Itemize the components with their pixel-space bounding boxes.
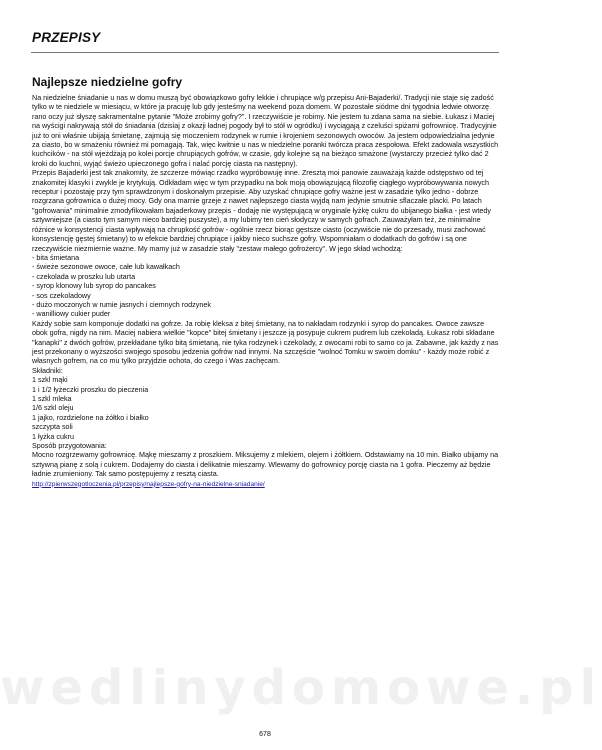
- article-body: [32, 93, 500, 489]
- list-item: - wanilliowy cukier puder: [32, 309, 111, 319]
- source-link[interactable]: http://zpierwszegotloczenia.pl/przepisy/najlepsze-gofry-na-niedzielne-sniadanie/: [32, 480, 265, 488]
- list-item: szczypta soli: [32, 422, 73, 432]
- watermark: wedlinydomowe.pl: [0, 660, 602, 716]
- section-title: PRZEPISY: [32, 30, 101, 45]
- list-item: - dużo moczonych w rumie jasnych i ciemnych rodzynek: [32, 299, 211, 309]
- ingredients-list: [32, 375, 500, 441]
- method-intro-paragraph: Przepis Bajaderki jest tak znakomity, że szczerze mówiąc rzadko wypróbowuję inne. Zresztą moi panowie zauważają każde odstępstwo od tej znakomitej klasyki i zwykle je krytykują. Odkładam więc w tym przypadku na bok moją obowiązującą filozofię ciągłego wypróbowywania nowych receptur i pozostaję przy tym sprawdzonym i doskonałym przepisie. Aby uzyskać chrupiące gofry ważne jest w zasadzie tylko jedno - dobrze rozgrzana gofrownica o dużej mocy. Gdy ona marnie grzeje z nawet najlepszego ciasta wyjdą nam jedynie smutnie sflaczałe placki. Po latach "gofrowania" minimalnie zmodyfikowałam bajaderkowy przepis - dodaję nie występującą w oryginale łyżkę cukru do ubijanego białka - jest wtedy sztywniejsze (a ciasto tym samym nieco bardziej puszyste), a my lubimy ten cień słodyczy w samych gofrach. Zauważyłam też, że minimalne różnice w konsystencji ciasta wpływają na chrupkość gofrów - ogólnie rzecz biorąc gęstsze ciasto (oczywiście nie do przesady, musi zachować konsystencję gęstej śmietany) to w efekcie bardziej chrupiące i jakby nieco suchsze gofry. Wspomniałam o dodatkach do gofrów i są one rzeczywiście niezmiernie ważne. My mamy już w zasadzie stały "zestaw małego gofrożercy". W jego skład wchodzą:: [32, 168, 491, 253]
- toppings-list: [32, 253, 500, 319]
- serving-paragraph: Każdy sobie sam komponuje dodatki na gofrze. Ja robię kleksa z bitej śmietany, na to nakładam rodzynki i syrop do pancakes. Owoce zawsze obok gofra, nigdy na nim. Maciej nabiera wielkie "kopce" bitej śmietany i jeszcze ją posypuje cukrem pudrem lub czekoladą. Łukasz robi składane "kanapki" z dwóch gofrów, przekładane tylko bitą śmietaną, nie tyka rodzynek i czekolady, z owocami robi to samo co ja. Zabawne, jak każdy z nas jest przekonany o wyższości swojego sposobu jedzenia gofrów nad innymi. Na szczęście "wolnoć Tomku w swoim domku" - każdy może robić z własnych gofrem, na co mu tylko przyjdzie ochota, do czego i Was zachęcam.: [32, 318, 499, 366]
- header-divider: [31, 52, 499, 53]
- page-number: 678: [259, 731, 271, 738]
- list-item: - syrop klonowy lub syrop do pancakes: [32, 281, 156, 291]
- list-item: 1 i 1/2 łyżeczki proszku do pieczenia: [32, 384, 149, 394]
- list-item: - sos czekoladowy: [32, 290, 91, 300]
- list-item: 1/6 szkl oleju: [32, 403, 74, 413]
- list-item: 1 szkl mąki: [32, 375, 68, 385]
- intro-paragraph: Na niedzielne śniadanie u nas w domu muszą być obowiązkowo gofry lekkie i chrupiące w/g przepisu Ani-Bajaderki/. Tradycji nie staje się zadość tylko w te niedziele w miesiącu, w które ja pracuję lub gdy jesteśmy na weekend poza domem. W pozostałe siódme dni tygodnia ledwie otworzę rano oczy już słyszę sakramentalne pytanie "Może zrobimy gofry?". I rzeczywiście je robimy. Nie jestem tu zdana sama na siebie. Łukasz i Maciej na wyścigi nakrywają stół do śniadania (dzisiaj z okazji ładnej pogody był to stół w ogródku) i wyciągają z czeluści spiżarni gofrownicę. Tradycyjnie już to oni właśnie ubijają śmietanę, zajmują się moczeniem rodzynek w rumie i krojeniem sezonowych owoców. Ja jestem odpowiedzialna jedynie za ciasto, bo w smażeniu również mi pomagają. Tak, więc kwitnie u nas w niedzielne poranki twórcza praca zespołowa. Efekt zadowala wszystkich kuchcików - na stół wjeżdżają po kolei porcje chrupiących gofrów, w czasie, gdy kolejne są na bieżąco smażone (wystarczy przecież tylko dać 2 kroki do kuchni, wyjąć świeżo upieczonego gofra i nalać porcję ciasta na następny).: [32, 93, 499, 168]
- list-item: - czekolada w proszku lub utarta: [32, 271, 136, 281]
- article-title: Najlepsze niedzielne gofry: [32, 75, 183, 89]
- list-item: 1 łyżka cukru: [32, 431, 74, 441]
- list-item: - świeże sezonowe owoce, całe lub kawałkach: [32, 262, 180, 272]
- preparation-heading: Sposób przygotowania:: [32, 441, 107, 451]
- preparation-paragraph: Mocno rozgrzewamy gofrownicę. Mąkę mieszamy z proszkiem. Miksujemy z mlekiem, olejem i żółtkiem. Odstawiamy na 10 min. Białko ubijamy na sztywną pianę z solą i cukrem. Dodajemy do ciasta i delikatnie mieszamy. Wlewamy do gofrownicy porcję ciasta na 1 gofra. Pieczemy aż będzie ładnie zrumieniony. Tak samo postępujemy z resztą ciasta.: [32, 450, 499, 479]
- list-item: 1 szkl mleka: [32, 394, 72, 403]
- ingredients-heading: Składniki:: [32, 365, 63, 375]
- list-item: 1 jajko, rozdzielone na żółtko i białko: [32, 412, 149, 422]
- list-item: - bita śmietana: [32, 252, 80, 262]
